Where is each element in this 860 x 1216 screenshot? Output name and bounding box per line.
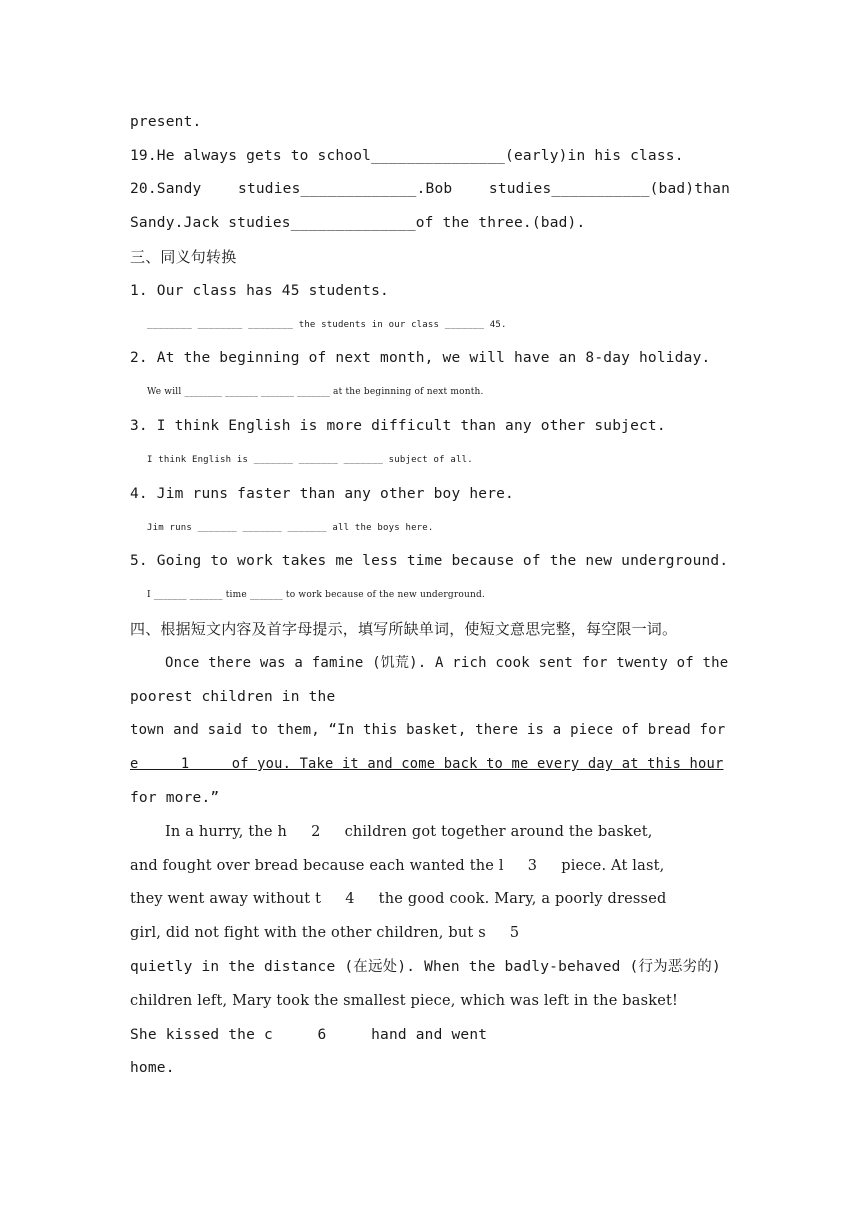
passage-line-blank-5: girl, did not fight with the other children, but s 5: [130, 925, 520, 941]
rewrite-1-answer: ________ ________ ________ the students in our class _______ 45.: [147, 320, 507, 330]
question-20-cont: Sandy.Jack studies______________of the three.(bad).: [130, 215, 586, 231]
passage-line: children left, Mary took the smallest piece, which was left in the basket!: [130, 993, 679, 1009]
section-4-heading: 四、根据短文内容及首字母提示，填写所缺单词，使短文意思完整，每空限一词。: [130, 620, 678, 638]
passage-line-blank-3: and fought over bread because each wanted the l 3 piece. At last,: [130, 858, 665, 874]
passage-line-blank-4: they went away without t 4 the good cook. Mary, a poorly dressed: [130, 891, 667, 907]
section-3-heading: 三、同义句转换: [130, 248, 237, 266]
rewrite-3: 3. I think English is more difficult than any other subject.: [130, 418, 666, 434]
passage-line: quietly in the distance (在远处). When the badly-behaved (行为恶劣的): [130, 959, 721, 975]
question-20: 20.Sandy studies_____________.Bob studies___________(bad)than: [130, 181, 730, 197]
passage-line: home.: [130, 1060, 175, 1076]
rewrite-5: 5. Going to work takes me less time because of the new underground.: [130, 553, 729, 569]
rewrite-1: 1. Our class has 45 students.: [130, 283, 389, 299]
rewrite-2: 2. At the beginning of next month, we will have an 8-day holiday.: [130, 350, 711, 366]
rewrite-4: 4. Jim runs faster than any other boy here.: [130, 486, 514, 502]
rewrite-4-answer: Jim runs _______ _______ _______ all the boys here.: [147, 523, 434, 533]
passage-line: poorest children in the: [130, 689, 336, 705]
rewrite-3-answer: I think English is _______ _______ _______ subject of all.: [147, 455, 473, 465]
passage-line: Once there was a famine (饥荒). A rich cook sent for twenty of the: [165, 655, 729, 671]
passage-line: for more.”: [130, 790, 220, 806]
passage-line-blank-6: She kissed the c 6 hand and went: [130, 1027, 488, 1043]
passage-line: town and said to them, “In this basket, there is a piece of bread for: [130, 722, 726, 738]
passage-line-blank-2: In a hurry, the h 2 children got together around the basket,: [165, 824, 653, 840]
rewrite-5-answer: I _______ _______ time _______ to work because of the new underground.: [147, 590, 486, 600]
passage-line-blank-1: e 1 of you. Take it and come back to me every day at this hour: [130, 756, 724, 772]
text-line: present.: [130, 114, 202, 130]
rewrite-2-answer: We will ________ _______ _______ _______ at the beginning of next month.: [147, 387, 484, 397]
question-19: 19.He always gets to school_______________(early)in his class.: [130, 148, 684, 164]
